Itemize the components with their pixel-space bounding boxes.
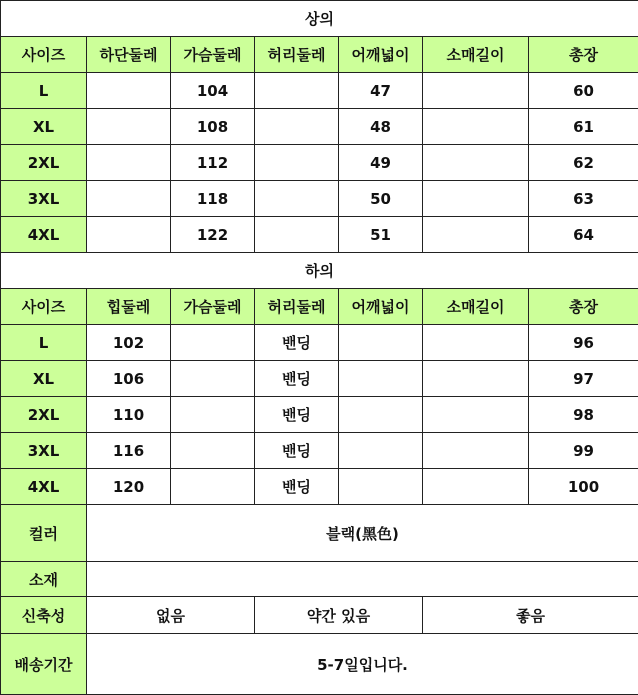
sleeve-value [423,361,529,397]
size-label: L [1,325,87,361]
hip-value: 110 [87,397,171,433]
length-value: 64 [529,217,638,253]
top-row-xl [1,109,638,145]
hem-value [87,181,171,217]
sleeve-value [423,73,529,109]
top-header-row [1,37,638,73]
sleeve-value [423,433,529,469]
color-label: 컬러 [1,505,87,562]
shoulder-value: 51 [339,217,423,253]
top-header-hem: 하단둘레 [87,37,171,73]
material-label: 소재 [1,562,87,597]
bottom-row-3xl [1,433,638,469]
top-header-size: 사이즈 [1,37,87,73]
bottom-header-waist: 허리둘레 [255,289,339,325]
chest-value [171,433,255,469]
waist-value: 밴딩 [255,469,339,505]
material-row [1,562,638,597]
bottom-row-4xl [1,469,638,505]
length-value: 98 [529,397,638,433]
hip-value: 102 [87,325,171,361]
bottom-header-size: 사이즈 [1,289,87,325]
sleeve-value [423,109,529,145]
bottom-header-hip: 힙둘레 [87,289,171,325]
length-value: 60 [529,73,638,109]
chest-value [171,397,255,433]
size-label: 4XL [1,217,87,253]
top-header-waist: 허리둘레 [255,37,339,73]
shoulder-value: 49 [339,145,423,181]
size-label: L [1,73,87,109]
shoulder-value [339,361,423,397]
chest-value [171,325,255,361]
sleeve-value [423,325,529,361]
chest-value [171,361,255,397]
waist-value [255,145,339,181]
length-value: 100 [529,469,638,505]
size-label: 3XL [1,433,87,469]
sleeve-value [423,469,529,505]
waist-value [255,217,339,253]
size-label: 2XL [1,397,87,433]
top-section-title: 상의 [1,1,638,37]
stretch-option-good: 좋음 [423,597,638,634]
length-value: 63 [529,181,638,217]
bottom-header-shoulder: 어깨넓이 [339,289,423,325]
waist-value: 밴딩 [255,397,339,433]
stretch-label: 신축성 [1,597,87,634]
top-row-4xl [1,217,638,253]
bottom-row-2xl [1,397,638,433]
chest-value: 122 [171,217,255,253]
sleeve-value [423,145,529,181]
waist-value [255,109,339,145]
shoulder-value: 48 [339,109,423,145]
bottom-row-xl [1,361,638,397]
top-header-sleeve: 소매길이 [423,37,529,73]
stretch-row [1,597,638,634]
bottom-header-row [1,289,638,325]
waist-value [255,181,339,217]
hip-value: 116 [87,433,171,469]
size-label: 3XL [1,181,87,217]
chest-value [171,469,255,505]
chest-value: 112 [171,145,255,181]
top-row-l [1,73,638,109]
top-row-3xl [1,181,638,217]
stretch-option-some: 약간 있음 [255,597,423,634]
bottom-header-chest: 가슴둘레 [171,289,255,325]
waist-value: 밴딩 [255,361,339,397]
shipping-row [1,634,638,695]
size-label: 4XL [1,469,87,505]
shoulder-value [339,433,423,469]
color-value: 블랙(黑色) [87,505,638,562]
length-value: 99 [529,433,638,469]
chest-value: 104 [171,73,255,109]
bottom-header-length: 총장 [529,289,638,325]
hip-value: 120 [87,469,171,505]
shoulder-value [339,325,423,361]
sleeve-value [423,397,529,433]
top-row-2xl [1,145,638,181]
length-value: 61 [529,109,638,145]
top-header-length: 총장 [529,37,638,73]
shoulder-value: 50 [339,181,423,217]
hem-value [87,73,171,109]
top-header-shoulder: 어깨넓이 [339,37,423,73]
sleeve-value [423,181,529,217]
waist-value [255,73,339,109]
hip-value: 106 [87,361,171,397]
chest-value: 108 [171,109,255,145]
size-label: 2XL [1,145,87,181]
waist-value: 밴딩 [255,325,339,361]
hem-value [87,145,171,181]
shoulder-value [339,469,423,505]
hem-value [87,109,171,145]
length-value: 97 [529,361,638,397]
bottom-row-l [1,325,638,361]
shoulder-value [339,397,423,433]
stretch-option-none: 없음 [87,597,255,634]
shoulder-value: 47 [339,73,423,109]
bottom-section-title: 하의 [1,253,638,289]
size-label: XL [1,361,87,397]
shipping-value: 5-7일입니다. [87,634,638,695]
bottom-header-sleeve: 소매길이 [423,289,529,325]
color-row [1,505,638,562]
material-value [87,562,638,597]
waist-value: 밴딩 [255,433,339,469]
length-value: 96 [529,325,638,361]
top-header-chest: 가슴둘레 [171,37,255,73]
length-value: 62 [529,145,638,181]
sleeve-value [423,217,529,253]
shipping-label: 배송기간 [1,634,87,695]
hem-value [87,217,171,253]
chest-value: 118 [171,181,255,217]
size-label: XL [1,109,87,145]
